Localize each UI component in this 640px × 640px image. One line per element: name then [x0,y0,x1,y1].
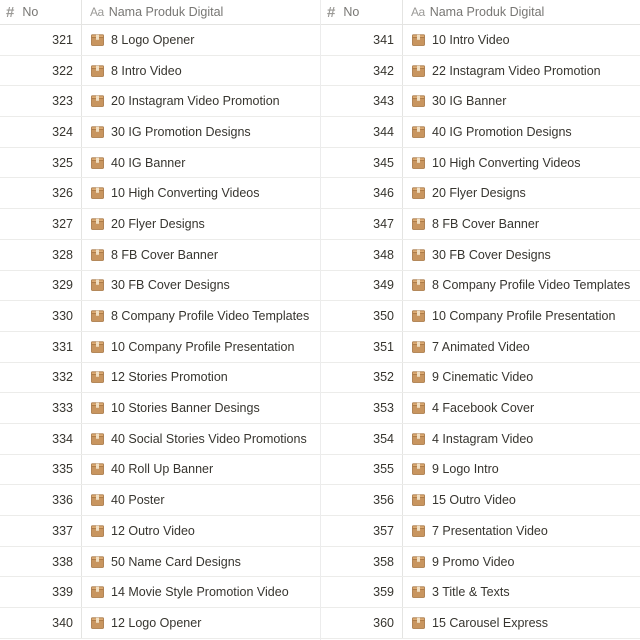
row-number: 358 [373,554,394,569]
package-box-icon [412,402,425,414]
table-row[interactable] [321,301,640,332]
package-box-icon [91,279,104,291]
product-name-cell[interactable] [403,56,640,86]
row-number-cell [0,301,82,331]
table-row[interactable] [321,271,640,302]
table-row[interactable] [321,178,640,209]
product-name: 20 Flyer Designs [111,216,205,231]
row-number: 338 [52,554,73,569]
product-name: 3 Title & Texts [432,585,510,600]
package-box-icon [91,310,104,322]
row-number-cell [321,148,403,178]
row-number: 342 [373,63,394,78]
row-number-cell [321,209,403,239]
package-box-icon [91,95,104,107]
package-box-icon [412,65,425,77]
table-row[interactable] [0,485,320,516]
package-box-icon [91,402,104,414]
table-row[interactable] [0,86,320,117]
row-number: 345 [373,155,394,170]
product-name: 7 Presentation Video [432,523,548,538]
row-number: 334 [52,431,73,446]
product-name: 30 FB Cover Designs [111,278,230,293]
row-number: 337 [52,523,73,538]
product-name-cell[interactable] [82,117,320,147]
table-row[interactable] [321,455,640,486]
row-number-cell [0,148,82,178]
row-number: 359 [373,585,394,600]
row-number: 331 [52,339,73,354]
row-number-cell [0,547,82,577]
package-box-icon [412,617,425,629]
product-name-cell[interactable] [82,455,320,485]
row-number-cell [0,516,82,546]
package-box-icon [91,556,104,568]
table-row[interactable] [0,178,320,209]
table-row[interactable] [321,577,640,608]
table-row[interactable] [321,209,640,240]
product-name-cell[interactable] [403,301,640,331]
product-name: 4 Instagram Video [432,431,534,446]
table-row[interactable] [0,301,320,332]
product-name-cell[interactable] [82,148,320,178]
column-header-no[interactable] [0,0,82,24]
row-number: 339 [52,585,73,600]
row-number: 346 [373,186,394,201]
product-name-cell[interactable] [403,25,640,55]
package-box-icon [91,65,104,77]
row-number: 356 [373,493,394,508]
row-number: 333 [52,401,73,416]
package-box-icon [412,371,425,383]
package-box-icon [91,249,104,261]
row-number: 332 [52,370,73,385]
row-number: 352 [373,370,394,385]
product-name-cell[interactable] [403,117,640,147]
product-name-cell[interactable] [403,547,640,577]
column-header-name-label: Nama Produk Digital [108,5,224,19]
table-row[interactable] [321,148,640,179]
package-box-icon [412,463,425,475]
table-header [0,0,320,25]
row-number-cell [0,424,82,454]
table-row[interactable] [0,547,320,578]
right-table [320,0,640,640]
product-name: 12 Logo Opener [111,615,202,630]
package-box-icon [91,187,104,199]
package-box-icon [412,279,425,291]
product-name: 30 FB Cover Designs [432,247,551,262]
product-name-cell[interactable] [403,516,640,546]
row-number: 350 [373,309,394,324]
product-name-cell[interactable] [82,240,320,270]
product-name-cell[interactable] [82,577,320,607]
product-name-cell[interactable] [403,86,640,116]
column-header-name[interactable] [82,0,320,24]
row-number-cell [0,363,82,393]
row-number-cell [321,516,403,546]
package-box-icon [412,249,425,261]
product-name-cell[interactable] [403,393,640,423]
product-name-cell[interactable] [403,332,640,362]
package-box-icon [91,218,104,230]
product-name-cell[interactable] [403,148,640,178]
row-number-cell [321,56,403,86]
product-name: 15 Outro Video [432,493,516,508]
row-number: 348 [373,247,394,262]
row-number-cell [0,577,82,607]
table-row[interactable] [321,393,640,424]
product-name: 12 Outro Video [111,523,195,538]
row-number-cell [321,271,403,301]
table-row[interactable] [0,363,320,394]
product-name-cell[interactable] [82,178,320,208]
product-name: 40 Poster [111,493,165,508]
row-number: 360 [373,615,394,630]
table-row[interactable] [0,393,320,424]
row-number: 347 [373,216,394,231]
row-number: 321 [52,32,73,47]
row-number-cell [321,363,403,393]
product-name-cell[interactable] [82,393,320,423]
row-number-cell [321,117,403,147]
table-body [321,25,640,639]
row-number: 355 [373,462,394,477]
product-name-cell[interactable] [82,424,320,454]
product-name-cell[interactable] [82,86,320,116]
table-row[interactable] [0,56,320,87]
row-number: 351 [373,339,394,354]
product-name-cell[interactable] [82,56,320,86]
product-name-cell[interactable] [403,240,640,270]
package-box-icon [412,34,425,46]
product-name: 9 Cinematic Video [432,370,534,385]
package-box-icon [91,34,104,46]
package-box-icon [91,586,104,598]
row-number-cell [321,547,403,577]
table-header [321,0,640,25]
text-aa-icon: Aa [90,5,104,19]
table-row[interactable] [321,117,640,148]
row-number-cell [0,56,82,86]
package-box-icon [412,126,425,138]
product-name-cell[interactable] [82,363,320,393]
package-box-icon [91,433,104,445]
product-name: 10 High Converting Videos [111,186,260,201]
row-number: 326 [52,186,73,201]
row-number: 343 [373,94,394,109]
product-name-cell[interactable] [82,271,320,301]
product-name-cell[interactable] [82,301,320,331]
product-name: 40 IG Promotion Designs [432,124,572,139]
table-row[interactable] [0,455,320,486]
package-box-icon [412,341,425,353]
product-name: 50 Name Card Designs [111,554,241,569]
table-body [0,25,320,639]
product-name: 8 FB Cover Banner [111,247,218,262]
product-name-cell[interactable] [403,209,640,239]
row-number-cell [0,117,82,147]
row-number: 329 [52,278,73,293]
package-box-icon [91,494,104,506]
hash-icon: # [6,3,15,21]
row-number: 327 [52,216,73,231]
row-number-cell [321,393,403,423]
row-number: 354 [373,431,394,446]
product-name: 14 Movie Style Promotion Video [111,585,289,600]
hash-icon: # [327,3,336,21]
package-box-icon [91,617,104,629]
table-row[interactable] [321,363,640,394]
table-row[interactable] [0,240,320,271]
row-number: 328 [52,247,73,262]
row-number-cell [321,577,403,607]
package-box-icon [412,494,425,506]
product-name: 15 Carousel Express [432,615,549,630]
product-name: 10 Company Profile Presentation [432,309,616,324]
row-number: 340 [52,615,73,630]
row-number-cell [321,485,403,515]
product-name-cell[interactable] [403,178,640,208]
row-number: 349 [373,278,394,293]
row-number: 357 [373,523,394,538]
product-name-cell[interactable] [82,332,320,362]
row-number-cell [321,455,403,485]
column-header-no-label: No [22,5,39,19]
row-number-cell [321,301,403,331]
package-box-icon [412,95,425,107]
product-name-cell[interactable] [82,516,320,546]
package-box-icon [412,310,425,322]
package-box-icon [412,218,425,230]
table-row[interactable] [321,485,640,516]
product-name-cell[interactable] [82,608,320,638]
product-name: 4 Facebook Cover [432,401,535,416]
row-number: 324 [52,124,73,139]
product-name: 8 Intro Video [111,63,182,78]
row-number: 344 [373,124,394,139]
product-name: 20 Flyer Designs [432,186,526,201]
product-name: 40 IG Banner [111,155,186,170]
package-box-icon [91,341,104,353]
column-header-name-label: Nama Produk Digital [429,5,545,19]
row-number-cell [321,424,403,454]
row-number-cell [321,178,403,208]
table-row[interactable] [0,148,320,179]
product-name: 7 Animated Video [432,339,530,354]
product-name: 40 Social Stories Video Promotions [111,431,307,446]
package-box-icon [412,556,425,568]
product-name-cell[interactable] [82,485,320,515]
product-name: 10 Company Profile Presentation [111,339,295,354]
product-name-cell[interactable] [403,271,640,301]
product-name-cell[interactable] [403,455,640,485]
table-row[interactable] [321,86,640,117]
product-name-cell[interactable] [82,25,320,55]
product-name: 12 Stories Promotion [111,370,228,385]
row-number-cell [321,332,403,362]
package-box-icon [91,463,104,475]
package-box-icon [412,157,425,169]
row-number-cell [0,178,82,208]
product-name: 8 Logo Opener [111,32,195,47]
product-name-cell[interactable] [403,424,640,454]
row-number: 353 [373,401,394,416]
row-number-cell [321,240,403,270]
product-name: 10 High Converting Videos [432,155,581,170]
table-row[interactable] [321,424,640,455]
table-row[interactable] [321,547,640,578]
table-row[interactable] [0,577,320,608]
table-row[interactable] [321,516,640,547]
row-number-cell [0,608,82,638]
table-row[interactable] [0,424,320,455]
product-name-cell[interactable] [403,577,640,607]
table-row[interactable] [321,332,640,363]
product-name: 9 Logo Intro [432,462,499,477]
product-name-cell[interactable] [82,547,320,577]
row-number-cell [321,86,403,116]
table-row[interactable] [0,516,320,547]
package-box-icon [91,371,104,383]
row-number-cell [0,485,82,515]
text-aa-icon: Aa [411,5,425,19]
package-box-icon [91,525,104,537]
product-name: 8 FB Cover Banner [432,216,539,231]
product-name: 40 Roll Up Banner [111,462,214,477]
row-number: 336 [52,493,73,508]
product-name-cell[interactable] [403,608,640,638]
table-row[interactable] [321,608,640,639]
table-row[interactable] [0,25,320,56]
column-header-name[interactable] [403,0,640,24]
product-name-cell[interactable] [82,209,320,239]
product-name: 30 IG Promotion Designs [111,124,251,139]
package-box-icon [91,157,104,169]
column-header-no[interactable] [321,0,403,24]
row-number-cell [0,393,82,423]
product-name: 8 Company Profile Video Templates [111,309,310,324]
row-number-cell [0,455,82,485]
table-row[interactable] [0,271,320,302]
row-number-cell [0,86,82,116]
package-box-icon [412,586,425,598]
package-box-icon [412,433,425,445]
row-number-cell [0,25,82,55]
table-row[interactable] [321,56,640,87]
product-name: 20 Instagram Video Promotion [111,94,280,109]
product-name: 22 Instagram Video Promotion [432,63,601,78]
row-number: 341 [373,32,394,47]
row-number: 330 [52,309,73,324]
row-number: 322 [52,63,73,78]
row-number: 323 [52,94,73,109]
product-name: 10 Intro Video [432,32,510,47]
row-number-cell [321,25,403,55]
product-name: 8 Company Profile Video Templates [432,278,631,293]
table-row[interactable] [0,117,320,148]
row-number-cell [0,332,82,362]
product-name: 10 Stories Banner Desings [111,401,260,416]
table-row[interactable] [0,608,320,639]
row-number-cell [0,271,82,301]
row-number-cell [321,608,403,638]
table-row[interactable] [321,25,640,56]
table-row[interactable] [321,240,640,271]
row-number: 325 [52,155,73,170]
row-number-cell [0,240,82,270]
column-header-no-label: No [343,5,360,19]
product-name-cell[interactable] [403,485,640,515]
row-number-cell [0,209,82,239]
product-name: 9 Promo Video [432,554,515,569]
row-number: 335 [52,462,73,477]
product-name-cell[interactable] [403,363,640,393]
product-name: 30 IG Banner [432,94,507,109]
package-box-icon [412,525,425,537]
table-row[interactable] [0,332,320,363]
table-row[interactable] [0,209,320,240]
package-box-icon [412,187,425,199]
package-box-icon [91,126,104,138]
